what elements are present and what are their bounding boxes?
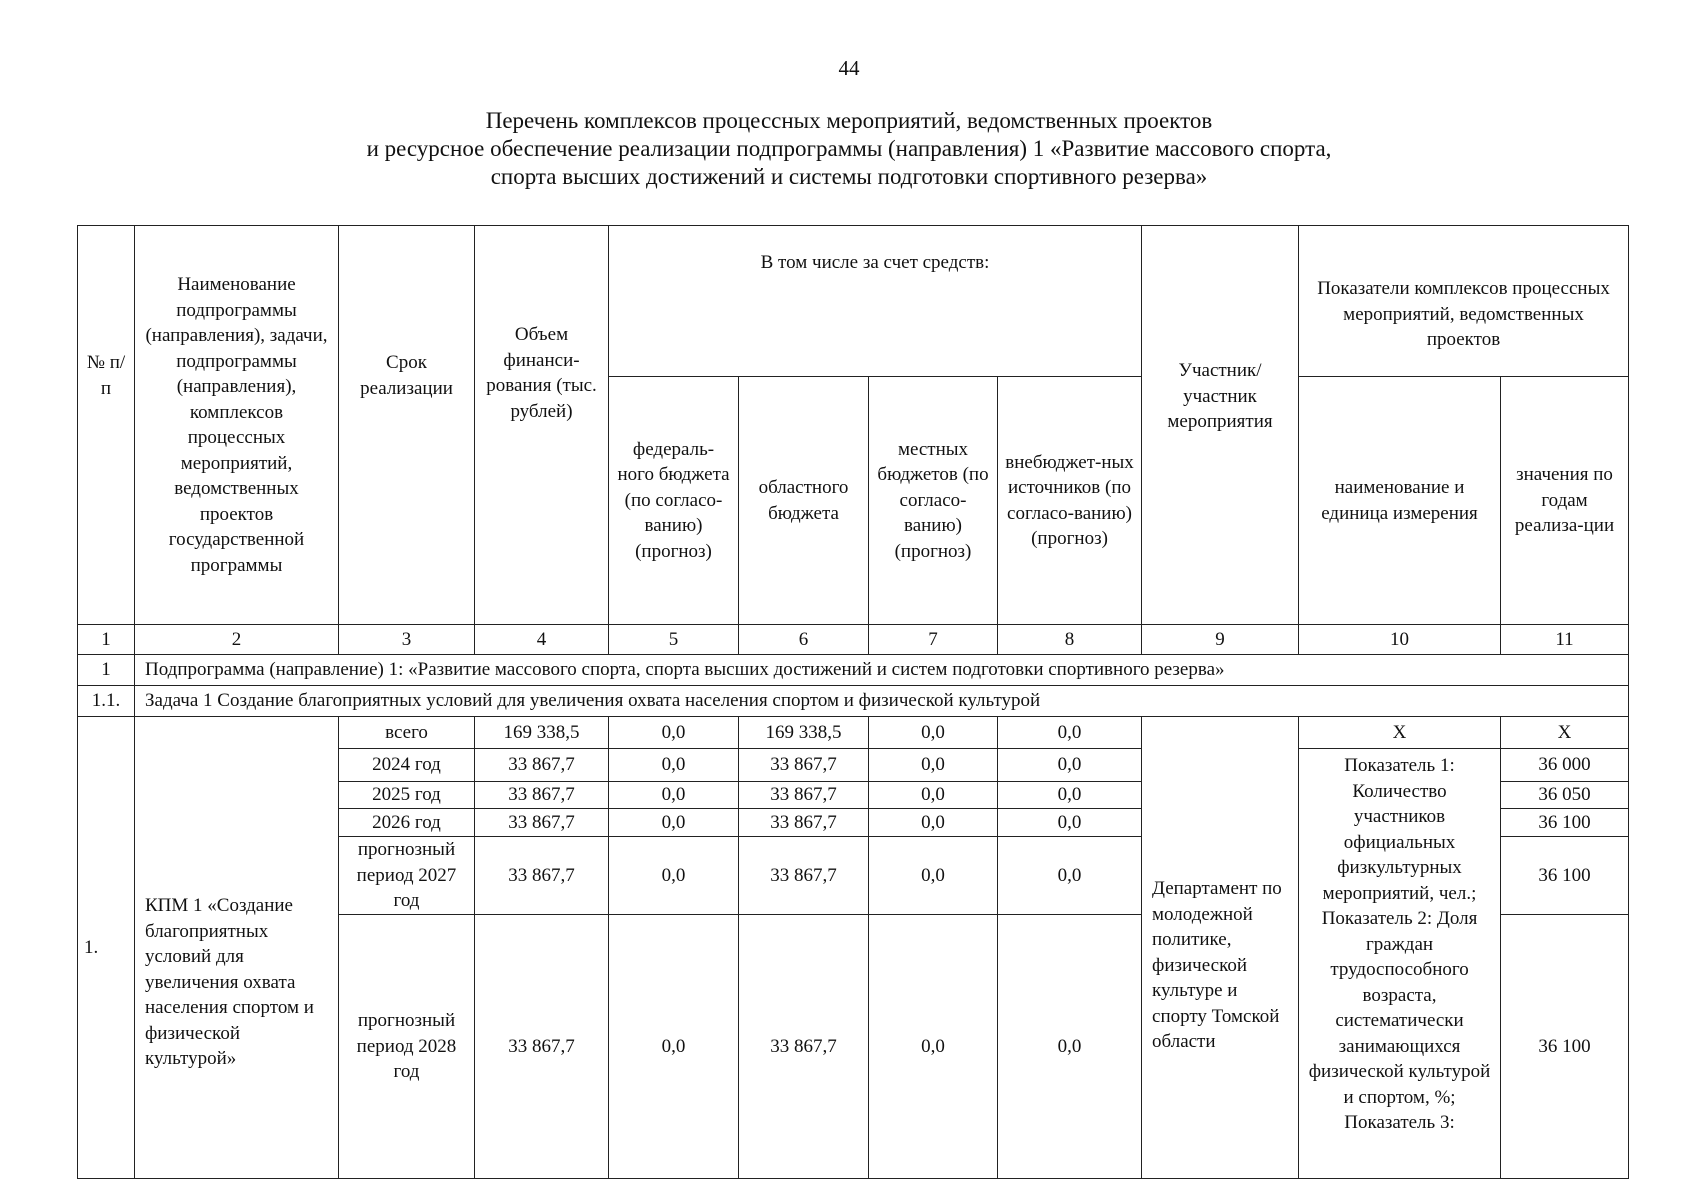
row-ind-value: 36 000 bbox=[1501, 749, 1629, 782]
row-local: 0,0 bbox=[869, 717, 998, 749]
program-table bbox=[77, 225, 1629, 1179]
row-volume: 169 338,5 bbox=[475, 717, 609, 749]
column-numbers-row bbox=[78, 625, 1629, 655]
document-title bbox=[0, 107, 1698, 191]
header-volume: Объем финанси-рования (тыс. рублей) bbox=[475, 226, 609, 625]
row-local: 0,0 bbox=[869, 915, 998, 1179]
row-term: прогнозный период 2027 год bbox=[339, 837, 475, 915]
task-num: 1.1. bbox=[78, 686, 135, 717]
row-federal: 0,0 bbox=[609, 782, 739, 809]
row-regional: 33 867,7 bbox=[739, 837, 869, 915]
kpm-participant: Департамент по молодежной политике, физической культуре и спорту Томской области bbox=[1142, 717, 1299, 1179]
row-federal: 0,0 bbox=[609, 915, 739, 1179]
table-row bbox=[78, 717, 1629, 749]
row-regional: 33 867,7 bbox=[739, 782, 869, 809]
row-extra: 0,0 bbox=[998, 915, 1142, 1179]
row-volume: 33 867,7 bbox=[475, 782, 609, 809]
row-term: 2025 год bbox=[339, 782, 475, 809]
subprogram-text: Подпрограмма (направление) 1: «Развитие массового спорта, спорта высших достижений и систем подготовки спортивного резерва» bbox=[135, 655, 1629, 686]
row-term: 2024 год bbox=[339, 749, 475, 782]
header-name: Наименование подпрограммы (направления), задачи, подпрограммы (направления), комплексов процессных мероприятий, ведомственных проектов государственной программы bbox=[135, 226, 339, 625]
row-term: всего bbox=[339, 717, 475, 749]
row-local: 0,0 bbox=[869, 837, 998, 915]
row-volume: 33 867,7 bbox=[475, 809, 609, 837]
task-text: Задача 1 Создание благоприятных условий для увеличения охвата населения спортом и физической культурой bbox=[135, 686, 1629, 717]
header-ind-name: наименование и единица измерения bbox=[1299, 377, 1501, 625]
task-row bbox=[78, 686, 1629, 717]
row-regional: 169 338,5 bbox=[739, 717, 869, 749]
kpm-name: КПМ 1 «Создание благоприятных условий для увеличения охвата населения спортом и физической культурой» bbox=[135, 717, 339, 1179]
col-number: 5 bbox=[609, 625, 739, 655]
row-federal: 0,0 bbox=[609, 809, 739, 837]
col-number: 4 bbox=[475, 625, 609, 655]
header-extra: внебюджет-ных источников (по согласо-ванию) (прогноз) bbox=[998, 377, 1142, 625]
col-number: 8 bbox=[998, 625, 1142, 655]
row-ind-value: 36 100 bbox=[1501, 837, 1629, 915]
col-number: 2 bbox=[135, 625, 339, 655]
header-federal: федераль-ного бюджета (по согласо-ванию) (прогноз) bbox=[609, 377, 739, 625]
header-including: В том числе за счет средств: bbox=[609, 226, 1142, 377]
subprogram-num: 1 bbox=[78, 655, 135, 686]
row-local: 0,0 bbox=[869, 809, 998, 837]
row-regional: 33 867,7 bbox=[739, 749, 869, 782]
row-term: 2026 год bbox=[339, 809, 475, 837]
row-ind-name: Х bbox=[1299, 717, 1501, 749]
title-line-3: спорта высших достижений и системы подготовки спортивного резерва» bbox=[490, 164, 1208, 189]
col-number: 3 bbox=[339, 625, 475, 655]
row-regional: 33 867,7 bbox=[739, 915, 869, 1179]
col-number: 9 bbox=[1142, 625, 1299, 655]
page-number: 44 bbox=[838, 56, 860, 80]
row-term: прогнозный период 2028 год bbox=[339, 915, 475, 1179]
row-regional: 33 867,7 bbox=[739, 809, 869, 837]
row-volume: 33 867,7 bbox=[475, 915, 609, 1179]
col-number: 10 bbox=[1299, 625, 1501, 655]
row-local: 0,0 bbox=[869, 782, 998, 809]
row-local: 0,0 bbox=[869, 749, 998, 782]
row-ind-value: Х bbox=[1501, 717, 1629, 749]
row-federal: 0,0 bbox=[609, 749, 739, 782]
row-federal: 0,0 bbox=[609, 837, 739, 915]
row-ind-value: 36 100 bbox=[1501, 915, 1629, 1179]
row-extra: 0,0 bbox=[998, 749, 1142, 782]
row-extra: 0,0 bbox=[998, 837, 1142, 915]
header-participant: Участник/ участник мероприятия bbox=[1142, 226, 1299, 625]
row-volume: 33 867,7 bbox=[475, 749, 609, 782]
title-line-2: и ресурсное обеспечение реализации подпрограммы (направления) 1 «Развитие массового спорта, bbox=[366, 136, 1332, 161]
subprogram-row bbox=[78, 655, 1629, 686]
row-extra: 0,0 bbox=[998, 809, 1142, 837]
col-number: 11 bbox=[1501, 625, 1629, 655]
header-regional: областного бюджета bbox=[739, 377, 869, 625]
row-extra: 0,0 bbox=[998, 782, 1142, 809]
col-number: 7 bbox=[869, 625, 998, 655]
kpm-indicators: Показатель 1: Количество участников официальных физкультурных мероприятий, чел.; Показатель 2: Доля граждан трудоспособного возраста, систематически занимающихся физической культурой и спортом, %; Показатель 3: bbox=[1299, 749, 1501, 1179]
col-number: 1 bbox=[78, 625, 135, 655]
row-ind-value: 36 050 bbox=[1501, 782, 1629, 809]
col-number: 6 bbox=[739, 625, 869, 655]
header-term: Срок реализации bbox=[339, 226, 475, 625]
header-indicators: Показатели комплексов процессных мероприятий, ведомственных проектов bbox=[1299, 226, 1629, 377]
kpm-num: 1. bbox=[78, 717, 135, 1179]
title-line-1: Перечень комплексов процессных мероприятий, ведомственных проектов bbox=[485, 108, 1213, 133]
row-volume: 33 867,7 bbox=[475, 837, 609, 915]
header-num: № п/п bbox=[78, 226, 135, 625]
row-ind-value: 36 100 bbox=[1501, 809, 1629, 837]
header-ind-values: значения по годам реализа-ции bbox=[1501, 377, 1629, 625]
row-federal: 0,0 bbox=[609, 717, 739, 749]
header-local: местных бюджетов (по согласо-ванию) (прогноз) bbox=[869, 377, 998, 625]
row-extra: 0,0 bbox=[998, 717, 1142, 749]
